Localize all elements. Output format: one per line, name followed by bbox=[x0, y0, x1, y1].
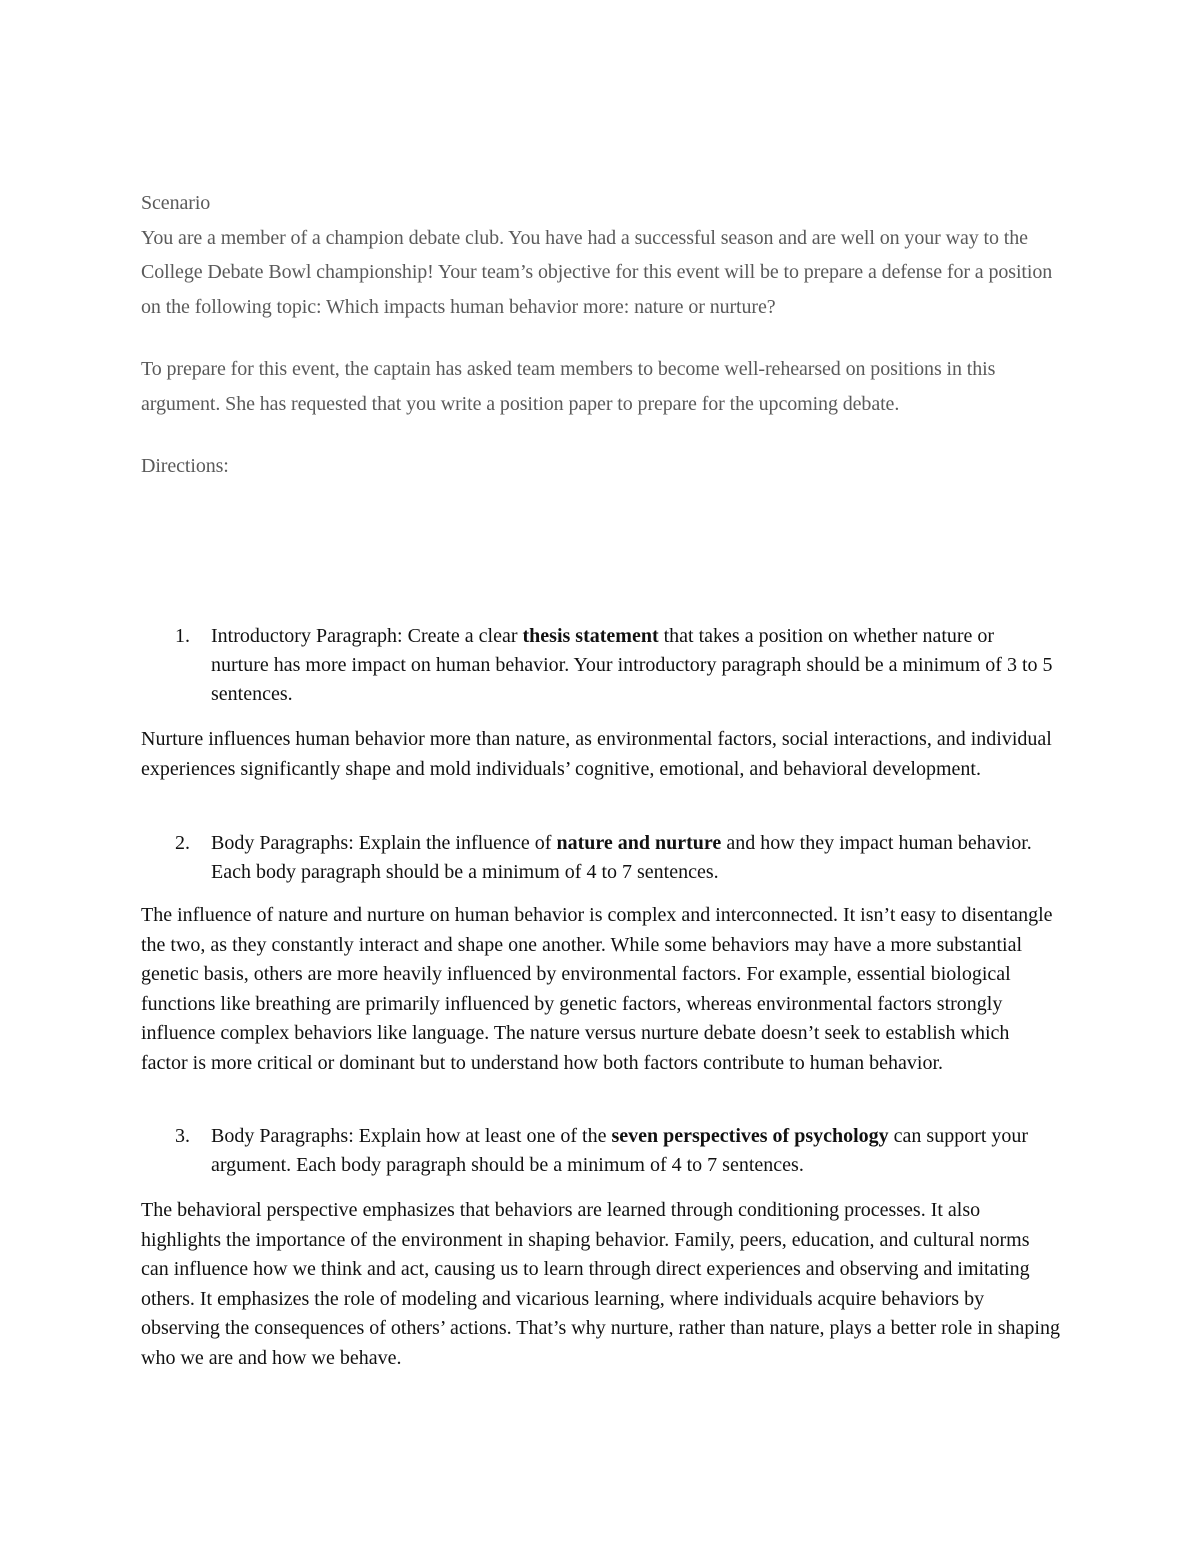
direction-item-1 bbox=[175, 622, 1055, 709]
scenario-paragraph: You are a member of a champion debate club. You have had a successful season and are well on your way to the College Debate Bowl championship! Your team’s objective for this event will be to prepare a defense for a position on the following topic: Which impacts human behavior more: nature or nurture? bbox=[141, 226, 1053, 318]
item-text-suffix: and how they impact human behavior. Each body paragraph should be a minimum of 4 to 7 sentences. bbox=[211, 832, 1032, 883]
answer-paragraph-1: Nurture influences human behavior more than nature, as environmental factors, social interactions, and individual experiences significantly shape and mold individuals’ cognitive, emotional, and behavioral development. bbox=[141, 728, 1052, 780]
answer-paragraph-2: The influence of nature and nurture on human behavior is complex and interconnected. It isn’t easy to disentangle the two, as they constantly interact and shape one another. While some behaviors may have a more substantial genetic basis, others are more heavily influenced by environmental factors. For example, essential biological functions like breathing are primarily influenced by genetic factors, whereas environmental factors strongly influence complex behaviors like language. The nature versus nurture debate doesn’t seek to establish which factor is more critical or dominant but to understand how both factors contribute to human behavior. bbox=[141, 904, 1053, 1074]
scenario-heading: Scenario bbox=[141, 192, 211, 214]
item-text bbox=[211, 1122, 1055, 1180]
answer-paragraph-3: The behavioral perspective emphasizes that behaviors are learned through conditioning processes. It also highlights the importance of the environment in shaping behavior. Family, peers, education, and cultural norms can influence how we think and act, causing us to learn through direct experiences and observing and imitating others. It emphasizes the role of modeling and vicarious learning, where individuals acquire behaviors by observing the consequences of others’ actions. That’s why nurture, rather than nature, plays a better role in shaping who we are and how we behave. bbox=[141, 1199, 1060, 1369]
item-number: 3. bbox=[175, 1125, 190, 1147]
item-text-suffix: that takes a position on whether nature or nurture has more impact on human behavior. Your introductory paragraph should be a minimum of 3 to 5 sentences. bbox=[211, 625, 1053, 705]
item-text-bold: nature and nurture bbox=[556, 832, 722, 854]
item-number: 1. bbox=[175, 625, 190, 647]
item-text-prefix: Body Paragraphs: Explain the influence of bbox=[211, 832, 557, 854]
scenario-section bbox=[141, 186, 1071, 484]
direction-item-3 bbox=[175, 1122, 1055, 1180]
item-text bbox=[211, 829, 1055, 887]
scenario-paragraph-2: To prepare for this event, the captain has asked team members to become well-rehearsed on positions in this argument. She has requested that you write a position paper to prepare for the upcoming debate. bbox=[141, 358, 996, 415]
item-text-prefix: Introductory Paragraph: Create a clear bbox=[211, 625, 523, 647]
item-number: 2. bbox=[175, 832, 190, 854]
item-text-prefix: Body Paragraphs: Explain how at least one of the bbox=[211, 1125, 612, 1147]
item-text-suffix: can support your argument. Each body paragraph should be a minimum of 4 to 7 sentences. bbox=[211, 1125, 1029, 1176]
direction-item-2 bbox=[175, 829, 1055, 887]
item-text-bold: thesis statement bbox=[522, 625, 659, 647]
item-text-bold: seven perspectives of psychology bbox=[611, 1125, 889, 1147]
directions-heading: Directions: bbox=[141, 455, 229, 477]
item-text bbox=[211, 622, 1055, 709]
